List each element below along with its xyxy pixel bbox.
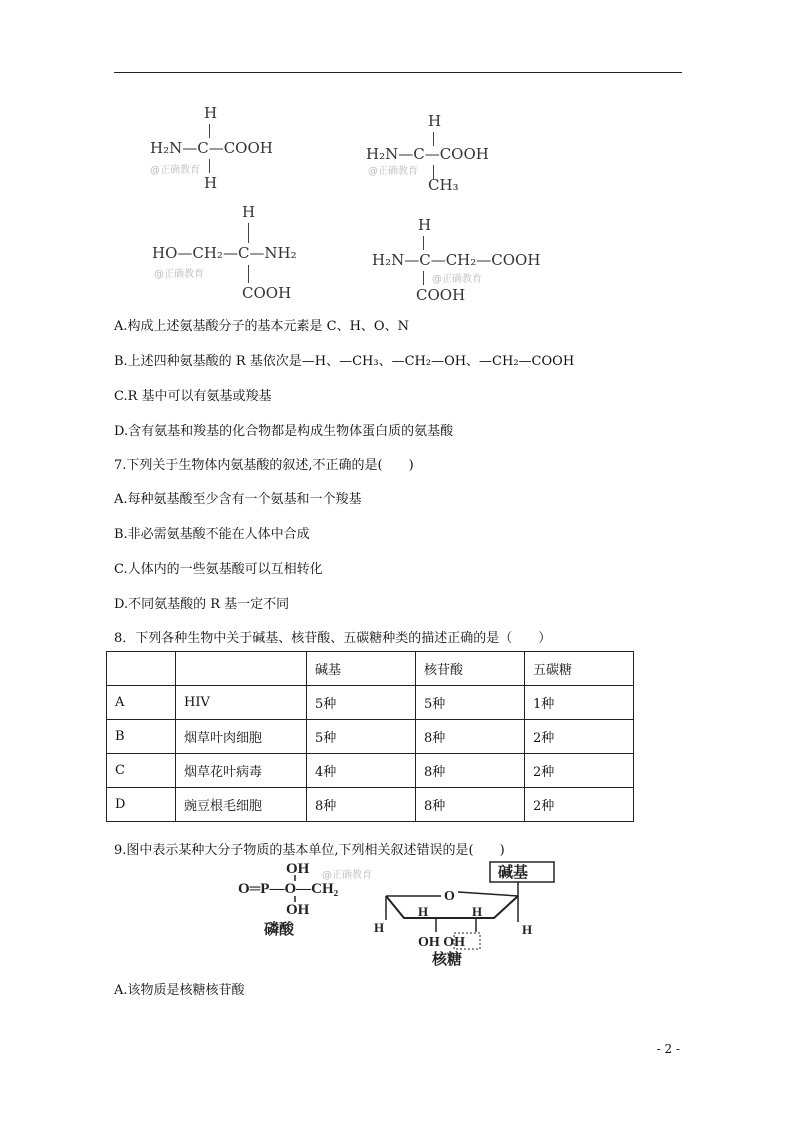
table-row bbox=[107, 686, 634, 720]
q8-table bbox=[106, 651, 634, 822]
q9-option-a: A.该物质是核糖核苷酸 bbox=[114, 983, 245, 998]
label-oh-pair: OH OH bbox=[418, 935, 466, 950]
structure-serine: H HO—CH₂—C—NH₂ COOH @正确教育 bbox=[152, 203, 297, 302]
label-oh-bottom: OH bbox=[286, 902, 310, 918]
q7-stem: 7.下列关于生物体内氨基酸的叙述,不正确的是( ) bbox=[114, 458, 414, 473]
label-phosphate: 磷酸 bbox=[264, 922, 295, 938]
table-cell: 8种 bbox=[416, 788, 525, 822]
q7-option-d: D.不同氨基酸的 R 基一定不同 bbox=[114, 597, 290, 612]
table-cell: D bbox=[107, 788, 176, 822]
structure-glycine: H H₂N—C—COOH H @正确教育 bbox=[150, 104, 273, 192]
q6-option-a: A.构成上述氨基酸分子的基本元素是 C、H、O、N bbox=[114, 319, 409, 334]
q6-option-b: B.上述四种氨基酸的 R 基依次是—H、—CH₃、—CH₂—OH、—CH₂—COOH bbox=[114, 354, 575, 369]
table-cell: 8种 bbox=[416, 720, 525, 754]
table-header-cell: 五碳糖 bbox=[525, 652, 634, 686]
label-oh-top: OH bbox=[286, 861, 310, 877]
table-cell: 2种 bbox=[525, 754, 634, 788]
q8-stem: 8．下列各种生物中关于碱基、核苷酸、五碳糖种类的描述正确的是（ ） bbox=[114, 631, 552, 646]
label-phosphate-chain: O═P—O—CH₂ bbox=[238, 881, 339, 897]
q7-option-b: B.非必需氨基酸不能在人体中合成 bbox=[114, 527, 310, 542]
label-ribose: 核糖 bbox=[432, 952, 463, 968]
table-cell: C bbox=[107, 754, 176, 788]
table-row bbox=[107, 720, 634, 754]
table-header-cell: 核苷酸 bbox=[416, 652, 525, 686]
table-cell: 烟草花叶病毒 bbox=[176, 754, 307, 788]
label-h: H bbox=[472, 904, 483, 919]
q7-option-a: A.每种氨基酸至少含有一个氨基和一个羧基 bbox=[114, 492, 362, 507]
label-base: 碱基 bbox=[498, 865, 529, 881]
structure-aspartate: H H₂N—C—CH₂—COOH COOH @正确教育 bbox=[372, 216, 541, 304]
table-header-row bbox=[107, 652, 634, 686]
table-row bbox=[107, 788, 634, 822]
table-cell: 8种 bbox=[416, 754, 525, 788]
q6-option-c: C.R 基中可以有氨基或羧基 bbox=[114, 389, 272, 404]
table-cell: 1种 bbox=[525, 686, 634, 720]
label-ring-oxygen: O bbox=[444, 889, 455, 904]
label-h: H bbox=[522, 922, 533, 937]
table-header-cell: 碱基 bbox=[307, 652, 416, 686]
table-header-cell bbox=[176, 652, 307, 686]
q7-option-c: C.人体内的一些氨基酸可以互相转化 bbox=[114, 562, 323, 577]
table-cell: 5种 bbox=[307, 720, 416, 754]
structure-alanine: H H₂N—C—COOH CH₃ @正确教育 bbox=[366, 112, 489, 194]
table-cell: 豌豆根毛细胞 bbox=[176, 788, 307, 822]
table-cell: 2种 bbox=[525, 788, 634, 822]
label-h: H bbox=[374, 920, 385, 935]
label-h: H bbox=[418, 904, 429, 919]
table-cell: A bbox=[107, 686, 176, 720]
table-cell: B bbox=[107, 720, 176, 754]
table-cell: 8种 bbox=[307, 788, 416, 822]
q9-stem: 9.图中表示某种大分子物质的基本单位,下列相关叙述错误的是( ) bbox=[114, 843, 505, 858]
table-row bbox=[107, 754, 634, 788]
table-cell: 5种 bbox=[416, 686, 525, 720]
header-rule bbox=[114, 72, 682, 73]
nucleotide-diagram bbox=[236, 860, 566, 974]
table-cell: 烟草叶肉细胞 bbox=[176, 720, 307, 754]
q6-option-d: D.含有氨基和羧基的化合物都是构成生物体蛋白质的氨基酸 bbox=[114, 424, 454, 439]
table-header-cell bbox=[107, 652, 176, 686]
watermark: @正确教育 bbox=[322, 870, 372, 881]
table-cell: HIV bbox=[176, 686, 307, 720]
table-cell: 2种 bbox=[525, 720, 634, 754]
page-number: - 2 - bbox=[656, 1042, 680, 1056]
table-cell: 4种 bbox=[307, 754, 416, 788]
table-cell: 5种 bbox=[307, 686, 416, 720]
